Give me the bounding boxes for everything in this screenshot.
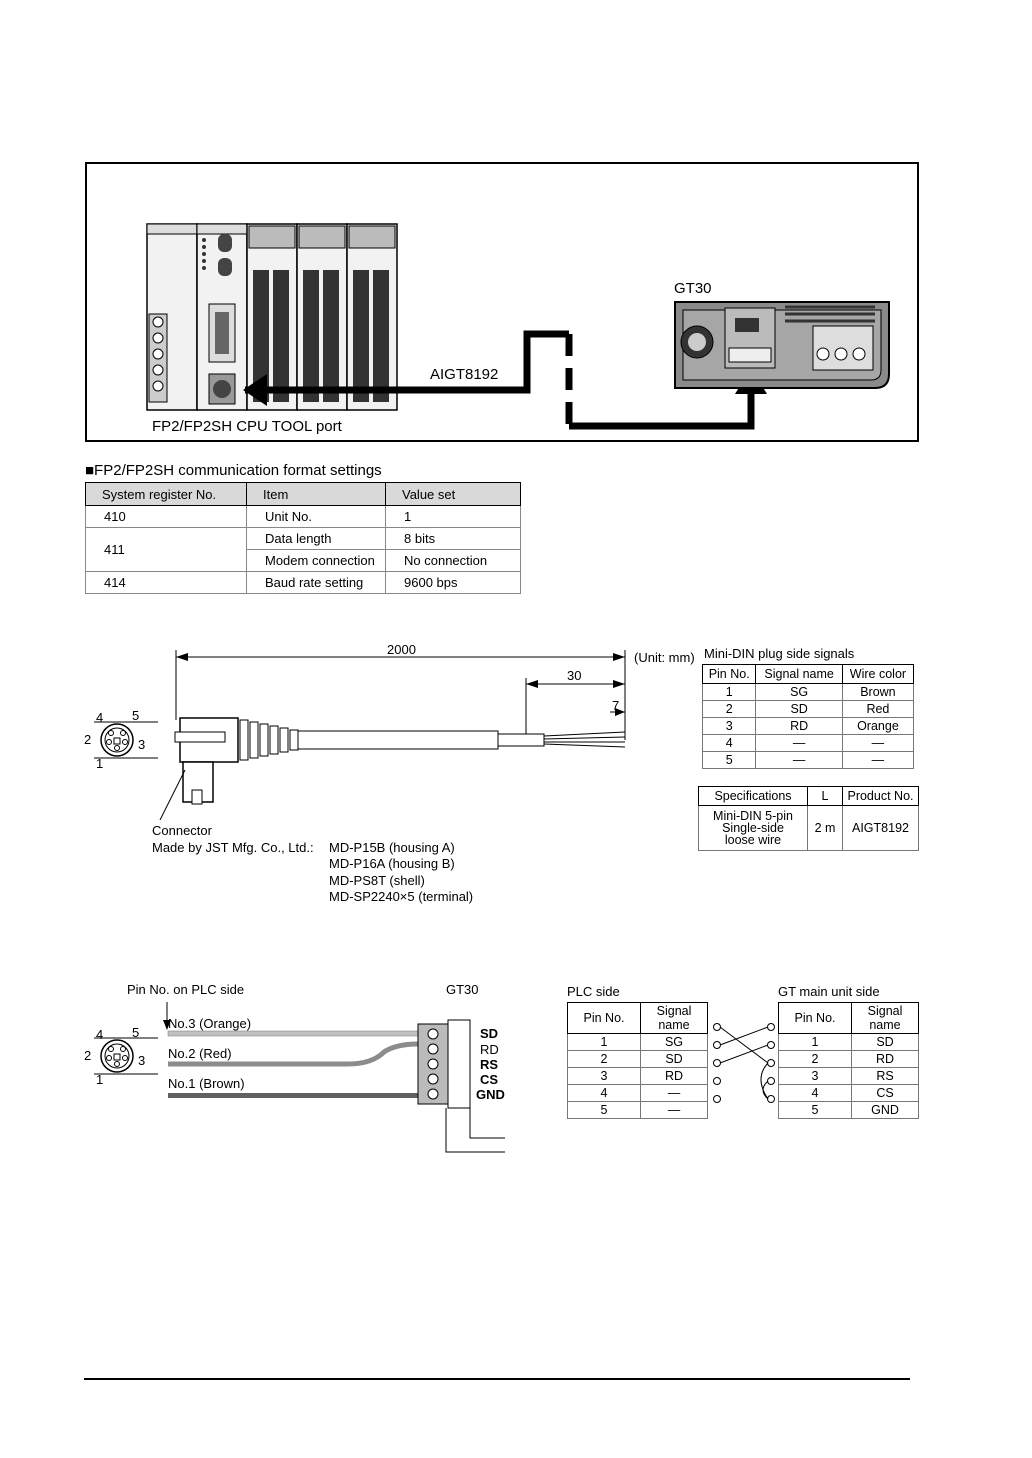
part-number: MD-SP2240×5 (terminal) (329, 889, 474, 904)
cell: RS (852, 1068, 919, 1085)
cell: 5 (703, 752, 756, 769)
table-header-row (699, 787, 919, 806)
spec-table (698, 786, 919, 851)
header-cell: Signal name (852, 1003, 919, 1034)
reg-cell: 414 (86, 572, 247, 594)
table-row (779, 1068, 919, 1085)
pin-label: 2 (84, 1048, 92, 1063)
pin-label: 4 (96, 1027, 104, 1042)
header-cell: L (808, 787, 843, 806)
table-row (86, 528, 521, 550)
dim-total: 2000 (387, 642, 416, 657)
wire-label: No.3 (Orange) (168, 1016, 252, 1031)
maker-caption: Made by JST Mfg. Co., Ltd.: (152, 840, 314, 855)
table-header-row (703, 665, 914, 684)
header-cell: System register No. (86, 483, 247, 506)
cell: Orange (842, 718, 913, 735)
cell: 2 (779, 1051, 852, 1068)
spec-cell (699, 806, 808, 851)
table-row (779, 1102, 919, 1119)
table-row (703, 718, 914, 735)
length-cell: 2 m (808, 806, 843, 851)
pin-label: 5 (132, 708, 140, 723)
gt-table-title: GT main unit side (778, 984, 880, 999)
gt30-caption: GT30 (446, 982, 479, 997)
table-row (703, 752, 914, 769)
cell: SG (756, 684, 842, 701)
table-row (703, 684, 914, 701)
cell: — (641, 1102, 708, 1119)
cell: CS (852, 1085, 919, 1102)
cell: 4 (568, 1085, 641, 1102)
terminal-label: RD (480, 1042, 499, 1057)
spec-line: Single-side (722, 821, 784, 835)
cell: 3 (703, 718, 756, 735)
pin-label: 1 (96, 756, 104, 771)
unit-label: (Unit: mm) (634, 650, 695, 665)
plc-side-table (567, 1002, 708, 1119)
item-cell: Unit No. (247, 506, 386, 528)
cell: 1 (703, 684, 756, 701)
pin-label: 3 (138, 737, 146, 752)
item-cell: Modem connection (247, 550, 386, 572)
wire-label: No.1 (Brown) (168, 1076, 245, 1091)
table-row (568, 1034, 708, 1051)
table-row (568, 1085, 708, 1102)
crossover-wiring (710, 1020, 780, 1110)
terminal-label: SD (480, 1026, 499, 1041)
terminal-label: CS (480, 1072, 499, 1087)
cell: — (756, 752, 842, 769)
plc-gt30-connection-diagram (85, 162, 919, 442)
reg-cell: 410 (86, 506, 247, 528)
table-row (86, 506, 521, 528)
part-number: MD-P16A (housing B) (329, 856, 455, 871)
pin-label: 5 (132, 1025, 140, 1040)
value-cell: No connection (386, 550, 521, 572)
table-row (779, 1051, 919, 1068)
table-row (86, 572, 521, 594)
cell: — (842, 735, 913, 752)
header-cell: Pin No. (703, 665, 756, 684)
pin-label: 1 (96, 1072, 104, 1087)
wiring-diagram (80, 990, 510, 1160)
cable-dimension-drawing (80, 640, 640, 820)
cell: — (756, 735, 842, 752)
gt30-label: GT30 (674, 280, 712, 297)
value-cell: 9600 bps (386, 572, 521, 594)
header-cell: Item (247, 483, 386, 506)
cell: 5 (779, 1102, 852, 1119)
cable-label: AIGT8192 (430, 366, 499, 383)
cell: 1 (568, 1034, 641, 1051)
table-row (568, 1068, 708, 1085)
header-cell: Specifications (699, 787, 808, 806)
cell: 4 (703, 735, 756, 752)
plc-rack (147, 224, 397, 410)
header-cell: Signal name (641, 1003, 708, 1034)
cell: — (641, 1085, 708, 1102)
table-row (568, 1102, 708, 1119)
pin-label: 3 (138, 1053, 146, 1068)
cell: Red (842, 701, 913, 718)
terminal-label: GND (476, 1087, 505, 1102)
cell: 5 (568, 1102, 641, 1119)
minidin-signal-table (702, 664, 914, 769)
table-row (703, 701, 914, 718)
cell: 3 (779, 1068, 852, 1085)
cell: RD (852, 1051, 919, 1068)
cell: Brown (842, 684, 913, 701)
value-cell: 8 bits (386, 528, 521, 550)
cell: RD (641, 1068, 708, 1085)
cable-line-gt (569, 390, 751, 426)
gt30-unit (675, 302, 889, 388)
cell: SG (641, 1034, 708, 1051)
header-cell: Pin No. (568, 1003, 641, 1034)
gt-side-table (778, 1002, 919, 1119)
table-row (779, 1085, 919, 1102)
header-cell: Value set (386, 483, 521, 506)
cell: RD (756, 718, 842, 735)
port-caption: FP2/FP2SH CPU TOOL port (152, 418, 342, 435)
header-cell: Wire color (842, 665, 913, 684)
wire-label: No.2 (Red) (168, 1046, 232, 1061)
minidin-title: Mini-DIN plug side signals (704, 646, 855, 661)
cell: 4 (779, 1085, 852, 1102)
table-header-row (86, 483, 521, 506)
cell: 2 (703, 701, 756, 718)
plc-side-caption: Pin No. on PLC side (127, 982, 245, 997)
cell: 1 (779, 1034, 852, 1051)
part-number: MD-P15B (housing A) (329, 840, 455, 855)
spec-line: loose wire (724, 833, 782, 847)
plc-table-title: PLC side (567, 984, 620, 999)
terminal-label: RS (480, 1057, 499, 1072)
connector-caption: Connector (152, 823, 212, 838)
cell: SD (756, 701, 842, 718)
table-header-row (779, 1003, 919, 1034)
footer-rule (84, 1378, 910, 1380)
value-cell: 1 (386, 506, 521, 528)
table-row (779, 1034, 919, 1051)
comm-settings-table (85, 482, 521, 594)
cell: — (842, 752, 913, 769)
cell: SD (852, 1034, 919, 1051)
pin-label: 4 (96, 710, 104, 725)
item-cell: Baud rate setting (247, 572, 386, 594)
table-header-row (568, 1003, 708, 1034)
item-cell: Data length (247, 528, 386, 550)
cell: 3 (568, 1068, 641, 1085)
pin-label: 2 (84, 732, 92, 747)
table-row (568, 1051, 708, 1068)
header-cell: Signal name (756, 665, 842, 684)
table-row (703, 735, 914, 752)
dim-strip: 30 (567, 668, 582, 683)
header-cell: Pin No. (779, 1003, 852, 1034)
dim-end: 7 (612, 698, 620, 713)
spec-line: Mini-DIN 5-pin (713, 809, 793, 823)
header-cell: Product No. (843, 787, 919, 806)
cell: GND (852, 1102, 919, 1119)
product-cell: AIGT8192 (843, 806, 919, 851)
part-number: MD-PS8T (shell) (329, 873, 425, 888)
cell: 2 (568, 1051, 641, 1068)
table-row (699, 806, 919, 851)
reg-cell: 411 (86, 528, 247, 572)
cell: SD (641, 1051, 708, 1068)
comm-settings-title: ■FP2/FP2SH communication format settings (85, 462, 382, 479)
